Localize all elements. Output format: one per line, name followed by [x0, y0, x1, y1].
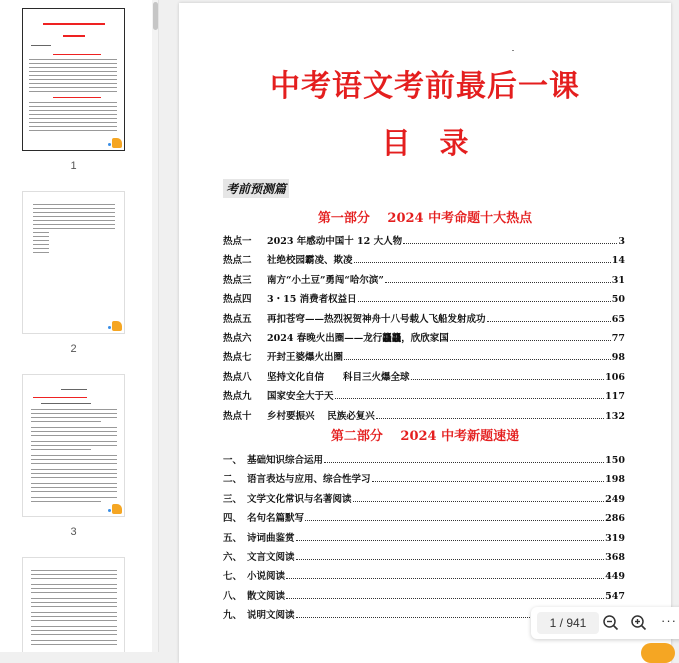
bookmark-badge-icon: [112, 138, 122, 148]
toc-entry-label: [223, 252, 353, 266]
toc-entry-label: [223, 291, 357, 305]
section-label: 考前预测篇: [223, 179, 289, 198]
toc-page-number: 14: [611, 255, 625, 267]
toc-entry-key: 热点五: [223, 313, 252, 325]
toc-entry-text: 乡村要振兴 民族必复兴: [267, 410, 375, 422]
toc-entry-key: 热点八: [223, 371, 252, 383]
toc-entry[interactable]: [223, 489, 625, 505]
zoom-in-icon: [629, 613, 649, 633]
toc-page-number: 3: [618, 236, 625, 247]
thumbnail-sidebar: [0, 0, 159, 652]
toc-page-number: 449: [605, 571, 625, 583]
toc-entry-key: 热点九: [223, 391, 252, 403]
toc-entry-label: [223, 369, 410, 383]
zoom-in-button[interactable]: [629, 613, 649, 633]
thumbnail-number: 1: [70, 160, 77, 172]
toc-entry-key: 八、: [223, 590, 243, 602]
toc-entry-label: [223, 530, 295, 544]
more-options-button[interactable]: ···: [661, 613, 677, 628]
toc-entry-text: 开封王婆爆火出圈: [267, 352, 344, 364]
toc-entry[interactable]: [223, 469, 625, 485]
bookmark-badge-icon: [112, 321, 122, 331]
toc-dot-leader: [385, 282, 611, 283]
toc-dot-leader: [450, 340, 611, 341]
toc-entry-key: 四、: [223, 513, 243, 525]
toc-entry-text: 2023 年感动中国十 12 大人物: [267, 236, 403, 247]
toc-entry[interactable]: [223, 528, 625, 544]
toc-entry-text: 小说阅读: [247, 571, 286, 583]
toc-entry-label: [223, 510, 304, 524]
part1-heading: 第一部分 2024 中考命题十大热点: [317, 211, 533, 226]
toc-page-number: 368: [605, 552, 625, 563]
toc-entry-key: 五、: [223, 532, 243, 544]
toc-entry-key: 热点六: [223, 333, 252, 344]
toc-page-number: 106: [605, 371, 625, 383]
toc-entry[interactable]: [223, 450, 625, 466]
toc-entry[interactable]: [223, 586, 625, 602]
toc-dot-leader: [358, 301, 611, 302]
toc-entry-label: [223, 408, 375, 422]
thumbnail-number: 2: [70, 343, 77, 355]
toc-entry-text: 3・15 消费者权益日: [267, 294, 357, 306]
toc-entry[interactable]: [223, 309, 625, 325]
toc-dot-leader: [286, 578, 604, 579]
toc-page-number: 50: [611, 294, 625, 306]
toc-entry-label: [223, 607, 295, 621]
toc-entry[interactable]: [223, 386, 625, 402]
toc-entry-text: 文言文阅读: [247, 552, 295, 563]
toc-page-number: 319: [605, 532, 625, 544]
toc-entry-text: 散文阅读: [247, 590, 286, 602]
toc-entry[interactable]: [223, 547, 625, 563]
bookmark-badge-icon: [112, 504, 122, 514]
toc-entry-text: 诗词曲鉴赏: [247, 532, 295, 544]
toc-page-number: 547: [605, 590, 625, 602]
toc-page-number: 286: [605, 513, 625, 525]
toc-entry[interactable]: [223, 367, 625, 383]
corner-app-badge[interactable]: [641, 643, 675, 663]
toc-entry-text: 社绝校园霸凌、欺凌: [267, 255, 353, 267]
toc-page-number: 65: [611, 313, 625, 325]
toc-entry[interactable]: [223, 270, 625, 286]
toc-entry[interactable]: [223, 250, 625, 266]
toc-dot-leader: [353, 501, 605, 502]
toc-entry-text: 语言表达与应用、综合性学习: [247, 474, 371, 486]
toc-entry-label: [223, 549, 295, 563]
toc-page-number: 77: [611, 333, 625, 344]
toc-dot-leader: [305, 520, 604, 521]
page-indicator[interactable]: 1 / 941: [537, 612, 599, 634]
toc-entry-key: 七、: [223, 571, 243, 583]
viewer-toolbar: [531, 607, 679, 639]
page-speck: [512, 50, 514, 51]
toc-entry-text: 坚持文化自信 科目三火爆全球: [267, 371, 410, 383]
page-mark-icon: [108, 509, 111, 512]
toc-entry[interactable]: [223, 347, 625, 363]
toc-entry[interactable]: [223, 289, 625, 305]
toc-entry-label: [223, 452, 323, 466]
toc-entry-key: 热点二: [223, 255, 252, 267]
toc-entry-key: 二、: [223, 474, 243, 486]
toc-page-number: 98: [611, 352, 625, 364]
toc-entry-text: 基础知识综合运用: [247, 455, 324, 466]
toc-entry-key: 热点一: [223, 236, 252, 247]
page-mark-icon: [108, 143, 111, 146]
toc-dot-leader: [324, 462, 604, 463]
toc-entry[interactable]: [223, 328, 625, 344]
toc-dot-leader: [354, 262, 611, 263]
toc-page-number: 150: [605, 455, 625, 466]
toc-dot-leader: [411, 379, 605, 380]
toc-entry-text: 名句名篇默写: [247, 513, 305, 525]
toc-entry-label: [223, 349, 343, 363]
toc-page-number: 132: [605, 410, 625, 422]
zoom-out-icon: [601, 613, 621, 633]
toc-entry-label: [223, 588, 285, 602]
toc-entry-label: [223, 471, 371, 485]
toc-entry[interactable]: [223, 406, 625, 422]
toc-entry-key: 热点四: [223, 294, 252, 306]
toc-dot-leader: [344, 359, 611, 360]
toc-entry-key: 三、: [223, 493, 243, 505]
toc-dot-leader: [372, 481, 605, 482]
toc-entry-label: [223, 272, 384, 286]
toc-entry-label: [223, 491, 352, 505]
toc-dot-leader: [487, 321, 611, 322]
toc-entry-key: 热点七: [223, 352, 252, 364]
thumbnail-number: 3: [70, 526, 77, 538]
toc-entry[interactable]: [223, 508, 625, 524]
toc-dot-leader: [403, 243, 617, 244]
toc-entry-text: 南方“小土豆”勇闯“哈尔滨”: [267, 274, 384, 286]
toc-page-number: 198: [605, 474, 625, 486]
toc-entry-label: [223, 330, 449, 344]
toc-dot-leader: [376, 418, 604, 419]
page-thumbnail-1[interactable]: [22, 8, 125, 151]
toc-entry-text: 国家安全大于天: [267, 391, 334, 403]
part2-heading: 第二部分 2024 中考新题速递: [330, 429, 520, 444]
document-page: [179, 3, 671, 663]
sidebar-scroll-thumb[interactable]: [153, 2, 158, 30]
toc-dot-leader: [296, 559, 605, 560]
sidebar-scrollbar[interactable]: [152, 0, 158, 652]
toc-dot-leader: [286, 598, 604, 599]
document-subtitle: 目 录: [381, 126, 469, 160]
toc-page-number: 117: [605, 391, 625, 403]
document-title: 中考语文考前最后一课: [270, 69, 580, 104]
toc-page-number: 31: [611, 274, 625, 286]
toc-page-number: 249: [605, 493, 625, 505]
toc-entry-key: 九、: [223, 610, 243, 622]
toc-entry-key: 六、: [223, 552, 243, 563]
toc-dot-leader: [296, 540, 605, 541]
toc-entry[interactable]: [223, 566, 625, 582]
toc-entry-label: [223, 388, 334, 402]
toc-entry-label: [223, 568, 285, 582]
toc-entry-key: 热点十: [223, 410, 252, 422]
toc-entry-text: 2024 春晚火出圈——龙行龘龘，欣欣家国: [267, 333, 449, 344]
toc-entry-text: 文学文化常识与名著阅读: [247, 493, 352, 505]
page-thumbnail-2[interactable]: [22, 191, 125, 334]
toc-entry-label: [223, 311, 486, 325]
page-thumbnail-4[interactable]: [22, 557, 125, 652]
toc-entry[interactable]: [223, 231, 625, 247]
page-thumbnail-3[interactable]: [22, 374, 125, 517]
toc-entry-text: 说明文阅读: [247, 610, 295, 622]
zoom-out-button[interactable]: [601, 613, 621, 633]
toc-entry-key: 一、: [223, 455, 243, 466]
page-mark-icon: [108, 326, 111, 329]
toc-entry-key: 热点三: [223, 274, 252, 286]
toc-dot-leader: [335, 398, 605, 399]
toc-entry-label: [223, 233, 402, 247]
toc-entry-text: 再扣苍穹——热烈祝贺神舟十八号载人飞船发射成功: [267, 313, 486, 325]
